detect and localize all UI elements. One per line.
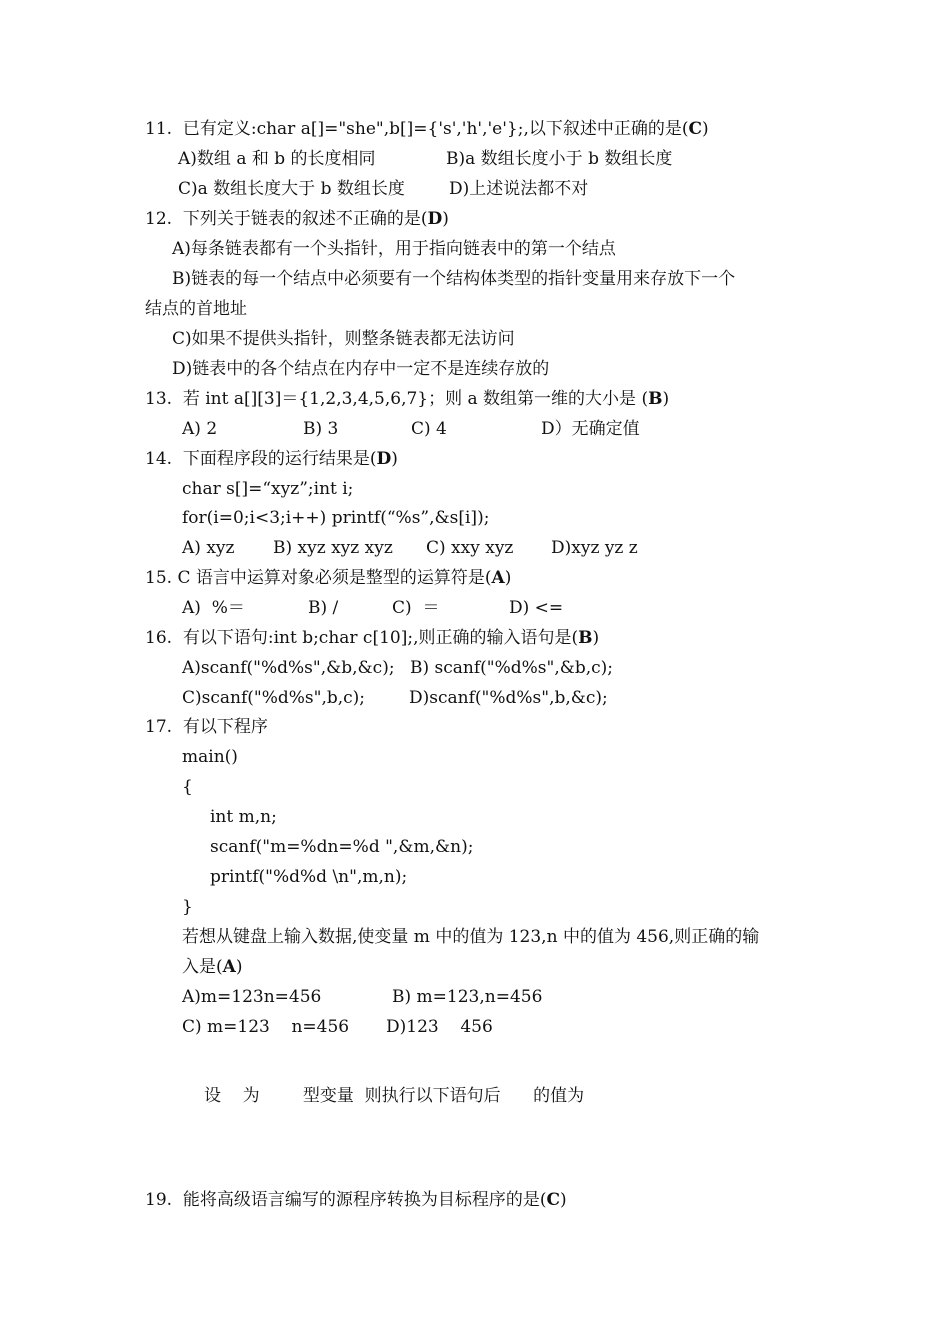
q13-option-a: A) 2 bbox=[182, 419, 218, 439]
q12-option-d: D)链表中的各个结点在内存中一定不是连续存放的 bbox=[172, 359, 550, 379]
q16-option-d: D)scanf("%d%s",b,&c); bbox=[409, 688, 608, 708]
q14-option-b: B) xyz xyz xyz bbox=[273, 538, 393, 558]
q15-option-d: D) <= bbox=[509, 598, 564, 618]
q14-option-a: A) xyz bbox=[182, 538, 235, 558]
q17-code-line-3: int m,n; bbox=[210, 807, 277, 827]
q14-option-d: D)xyz yz z bbox=[551, 538, 638, 558]
q17-code-line-5: printf("%d%d \n",m,n); bbox=[210, 867, 408, 887]
q11-option-d: D)上述说法都不对 bbox=[449, 179, 589, 199]
q12-option-c: C)如果不提供头指针，则整条链表都无法访问 bbox=[172, 329, 515, 349]
q16-option-c: C)scanf("%d%s",b,c); bbox=[182, 688, 366, 708]
question-12-stem: 12. 下列关于链表的叙述不正确的是(D) bbox=[145, 209, 449, 229]
q17-text-line-1: 若想从键盘上输入数据,使变量 m 中的值为 123,n 中的值为 456,则正确的输 bbox=[182, 927, 760, 947]
question-19-stem: 19. 能将高级语言编写的源程序转换为目标程序的是(C) bbox=[145, 1190, 567, 1210]
q15-option-c: C) ＝ bbox=[392, 598, 440, 618]
q12-option-b: B)链表的每一个结点中必须要有一个结构体类型的指针变量用来存放下一个 bbox=[172, 269, 736, 289]
answer-15: A bbox=[491, 568, 505, 588]
question-11-stem: 11. 已有定义:char a[]="she",b[]={'s','h','e'};,以下叙述中正确的是(C) bbox=[145, 119, 709, 139]
question-17-stem: 17. 有以下程序 bbox=[145, 717, 268, 737]
q15-option-b: B) / bbox=[308, 598, 339, 618]
q12-option-a: A)每条链表都有一个头指针，用于指向链表中的第一个结点 bbox=[172, 239, 616, 259]
q15-option-a: A) %＝ bbox=[182, 598, 245, 618]
q14-code-line-2: for(i=0;i<3;i++) printf(“%s”,&s[i]); bbox=[182, 508, 490, 528]
q17-code-line-6: } bbox=[182, 897, 193, 917]
q17-code-line-1: main() bbox=[182, 747, 238, 767]
answer-19: C bbox=[546, 1190, 561, 1210]
question-15-stem: 15. C 语言中运算对象必须是整型的运算符是(A) bbox=[145, 568, 512, 588]
q11-option-b: B)a 数组长度小于 b 数组长度 bbox=[446, 149, 673, 169]
q16-option-a: A)scanf("%d%s",&b,&c); bbox=[182, 658, 395, 678]
q13-option-d: D）无确定值 bbox=[541, 419, 640, 439]
q11-option-a: A)数组 a 和 b 的长度相同 bbox=[178, 149, 376, 169]
q17-option-b: B) m=123,n=456 bbox=[392, 987, 543, 1007]
answer-16: B bbox=[578, 628, 593, 648]
answer-14: D bbox=[376, 449, 392, 469]
answer-17: A bbox=[222, 957, 236, 977]
q17-code-line-2: { bbox=[182, 777, 193, 797]
question-13-stem: 13. 若 int a[][3]＝{1,2,3,4,5,6,7}；则 a 数组第一维的大小是 (B) bbox=[145, 389, 670, 409]
q17-option-c: C) m=123 n=456 bbox=[182, 1017, 350, 1037]
answer-12: D bbox=[427, 209, 443, 229]
q14-option-c: C) xxy xyz bbox=[426, 538, 514, 558]
q17-text-line-2: 入是(A) bbox=[182, 957, 243, 977]
q17-code-line-4: scanf("m=%dn=%d ",&m,&n); bbox=[210, 837, 474, 857]
answer-11: C bbox=[688, 119, 703, 139]
question-18-fragment: 设 为 型变量 则执行以下语句后 的值为 bbox=[204, 1086, 585, 1106]
q12-option-b-cont: 结点的首地址 bbox=[145, 299, 247, 319]
question-14-stem: 14. 下面程序段的运行结果是(D) bbox=[145, 449, 398, 469]
q17-option-a: A)m=123n=456 bbox=[182, 987, 322, 1007]
q14-code-line-1: char s[]=“xyz”;int i; bbox=[182, 479, 354, 499]
answer-13: B bbox=[648, 389, 663, 409]
q13-option-b: B) 3 bbox=[303, 419, 339, 439]
q16-option-b: B) scanf("%d%s",&b,c); bbox=[410, 658, 614, 678]
q13-option-c: C) 4 bbox=[411, 419, 447, 439]
q17-option-d: D)123 456 bbox=[386, 1017, 493, 1037]
question-16-stem: 16. 有以下语句:int b;char c[10];,则正确的输入语句是(B) bbox=[145, 628, 600, 648]
q11-option-c: C)a 数组长度大于 b 数组长度 bbox=[178, 179, 405, 199]
